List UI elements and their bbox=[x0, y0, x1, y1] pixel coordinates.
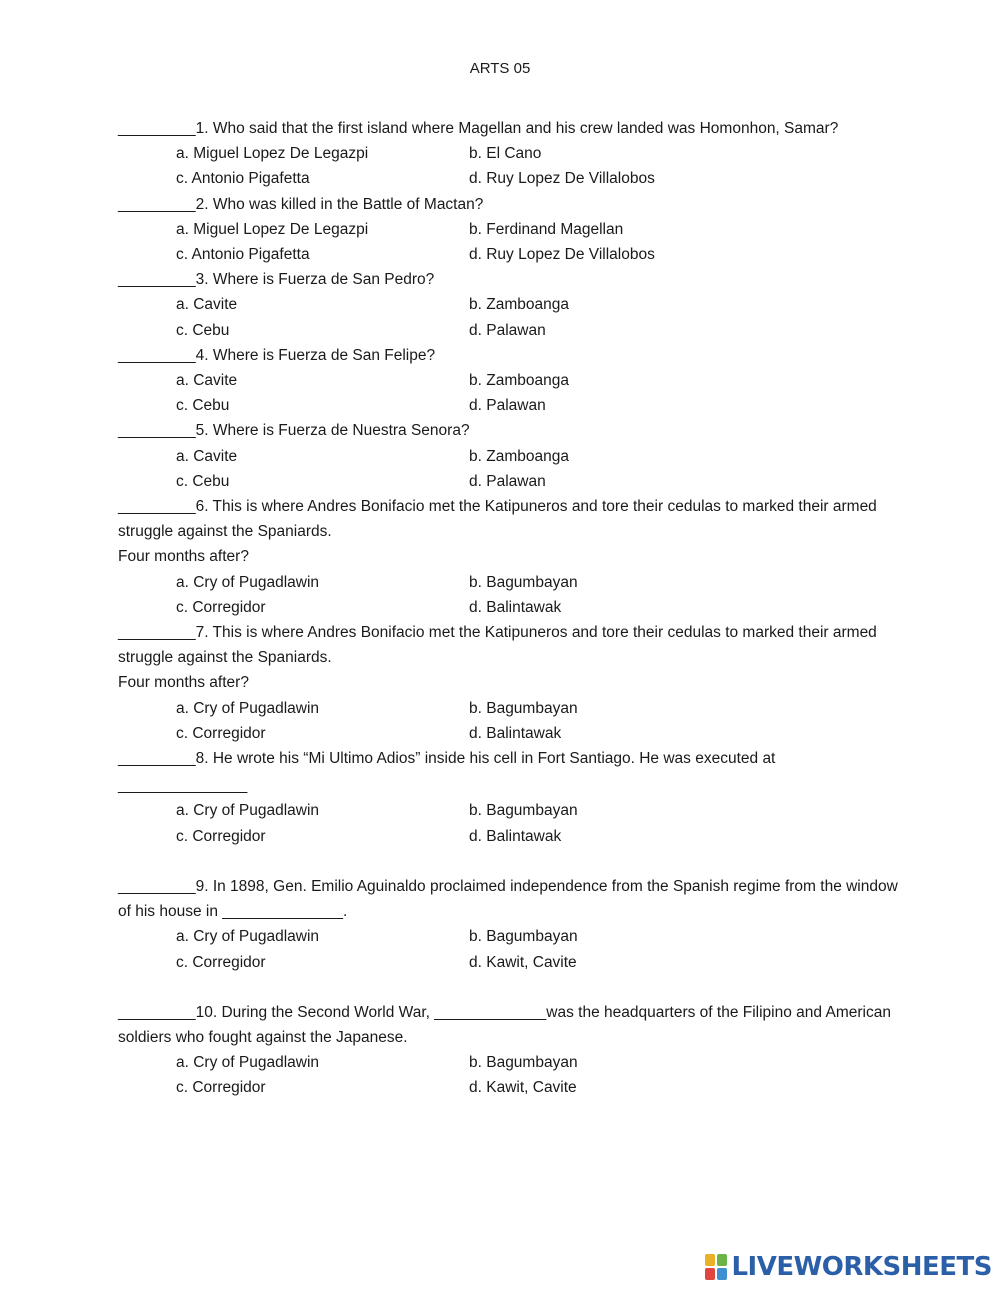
question-text: 1. Who said that the first island where Magellan and his crew landed was Homonhon, Samar? bbox=[195, 120, 839, 137]
answer-blank[interactable]: _________ bbox=[118, 750, 196, 768]
option-c: c. Antonio Pigafetta bbox=[176, 246, 310, 264]
options-row bbox=[118, 1075, 908, 1100]
question-text: 7. This is where Andres Bonifacio met the Katipuneros and tore their cedulas to marked their armed struggle against the Spaniards. bbox=[118, 624, 877, 667]
options-row bbox=[118, 570, 908, 595]
option-d: d. Balintawak bbox=[469, 724, 562, 742]
option-c: c. Cebu bbox=[176, 472, 230, 490]
answer-blank[interactable]: _________ bbox=[118, 346, 196, 364]
option-c: c. Corregidor bbox=[176, 724, 266, 742]
options-row bbox=[118, 1050, 908, 1075]
logo-text: LIVEWORKSHEETS bbox=[731, 1252, 992, 1282]
option-d: d. Ruy Lopez De Villalobos bbox=[469, 246, 655, 264]
option-a: a. Cry of Pugadlawin bbox=[176, 1054, 320, 1072]
question-text: 5. Where is Fuerza de Nuestra Senora? bbox=[195, 422, 470, 440]
answer-blank[interactable]: _________ bbox=[118, 498, 196, 516]
option-d: d. Palawan bbox=[469, 472, 546, 490]
question-10 bbox=[118, 1000, 908, 1050]
question-extra: Four months after? bbox=[118, 674, 249, 692]
answer-blank[interactable]: _________ bbox=[118, 422, 196, 440]
option-d: d. Ruy Lopez De Villalobos bbox=[469, 170, 655, 188]
option-c: c. Corregidor bbox=[176, 598, 266, 616]
question-4 bbox=[118, 343, 908, 368]
option-a: a. Miguel Lopez De Legazpi bbox=[176, 220, 369, 238]
option-a: a. Cry of Pugadlawin bbox=[176, 928, 320, 946]
option-a: a. Cry of Pugadlawin bbox=[176, 573, 320, 591]
question-5 bbox=[118, 418, 908, 443]
option-b: b. El Cano bbox=[469, 145, 542, 163]
options-row bbox=[118, 166, 908, 191]
options-row bbox=[118, 444, 908, 469]
option-c: c. Antonio Pigafetta bbox=[176, 170, 310, 188]
option-d: d. Balintawak bbox=[469, 827, 562, 845]
option-b: b. Zamboanga bbox=[469, 372, 569, 390]
options-row bbox=[118, 469, 908, 494]
option-a: a. Cavite bbox=[176, 447, 238, 465]
question-3 bbox=[118, 267, 908, 292]
question-text: 8. He wrote his “Mi Ultimo Adios” inside his cell in Fort Santiago. He was executed at bbox=[195, 750, 776, 768]
option-a: a. Cavite bbox=[176, 372, 238, 390]
options-row bbox=[118, 595, 908, 620]
options-row bbox=[118, 721, 908, 746]
option-b: b. Zamboanga bbox=[469, 447, 569, 465]
answer-blank[interactable]: _________ bbox=[118, 624, 196, 642]
option-c: c. Cebu bbox=[176, 397, 230, 415]
options-row bbox=[118, 393, 908, 418]
option-d: d. Balintawak bbox=[469, 598, 562, 616]
question-1 bbox=[118, 116, 908, 141]
option-a: a. Miguel Lopez De Legazpi bbox=[176, 145, 369, 163]
option-b: b. Bagumbayan bbox=[469, 1054, 578, 1072]
question-text: 3. Where is Fuerza de San Pedro? bbox=[195, 271, 435, 289]
liveworksheets-logo-icon bbox=[705, 1254, 727, 1280]
options-row bbox=[118, 924, 908, 949]
option-d: d. Kawit, Cavite bbox=[469, 1079, 577, 1097]
options-row bbox=[118, 318, 908, 343]
question-2 bbox=[118, 192, 908, 217]
options-row bbox=[118, 141, 908, 166]
options-row bbox=[118, 798, 908, 823]
option-b: b. Bagumbayan bbox=[469, 699, 578, 717]
options-row bbox=[118, 950, 908, 975]
worksheet-body bbox=[118, 116, 908, 1101]
liveworksheets-logo bbox=[705, 1252, 992, 1282]
option-a: a. Cavite bbox=[176, 296, 238, 314]
option-d: d. Kawit, Cavite bbox=[469, 953, 577, 971]
answer-blank[interactable]: _________ bbox=[118, 195, 196, 213]
question-text: 10. During the Second World War, _____________was the headquarters of the Filipino and American soldiers who fought against the Japanese. bbox=[118, 1003, 891, 1046]
answer-blank[interactable]: _________ bbox=[118, 120, 196, 137]
question-7 bbox=[118, 620, 908, 670]
answer-blank[interactable]: _________ bbox=[118, 1003, 196, 1021]
option-c: c. Corregidor bbox=[176, 827, 266, 845]
question-8 bbox=[118, 746, 908, 771]
question-text: 4. Where is Fuerza de San Felipe? bbox=[195, 346, 436, 364]
option-a: a. Cry of Pugadlawin bbox=[176, 699, 320, 717]
options-row bbox=[118, 368, 908, 393]
answer-blank[interactable]: _________ bbox=[118, 271, 196, 289]
option-d: d. Palawan bbox=[469, 321, 546, 339]
options-row bbox=[118, 242, 908, 267]
question-text: 9. In 1898, Gen. Emilio Aguinaldo proclaimed independence from the Spanish regime from the window of his house in ______________. bbox=[118, 877, 898, 921]
option-b: b. Zamboanga bbox=[469, 296, 569, 314]
page-title: ARTS 05 bbox=[469, 60, 531, 77]
options-row bbox=[118, 217, 908, 242]
option-b: b. Bagumbayan bbox=[469, 802, 578, 820]
option-b: b. Bagumbayan bbox=[469, 928, 578, 946]
option-b: b. Bagumbayan bbox=[469, 573, 578, 591]
fill-in-blank[interactable]: _______________ bbox=[118, 777, 248, 795]
options-row bbox=[118, 292, 908, 317]
option-b: b. Ferdinand Magellan bbox=[469, 220, 624, 238]
question-6 bbox=[118, 494, 908, 544]
question-extra: Four months after? bbox=[118, 548, 249, 566]
question-9 bbox=[118, 874, 908, 924]
answer-blank[interactable]: _________ bbox=[118, 877, 196, 895]
options-row bbox=[118, 824, 908, 849]
options-row bbox=[118, 696, 908, 721]
option-a: a. Cry of Pugadlawin bbox=[176, 802, 320, 820]
option-d: d. Palawan bbox=[469, 397, 546, 415]
question-text: 2. Who was killed in the Battle of Mactan? bbox=[195, 195, 484, 213]
option-c: c. Cebu bbox=[176, 321, 230, 339]
option-c: c. Corregidor bbox=[176, 953, 266, 971]
option-c: c. Corregidor bbox=[176, 1079, 266, 1097]
question-text: 6. This is where Andres Bonifacio met the Katipuneros and tore their cedulas to marked their armed struggle against the Spaniards. bbox=[118, 498, 877, 541]
